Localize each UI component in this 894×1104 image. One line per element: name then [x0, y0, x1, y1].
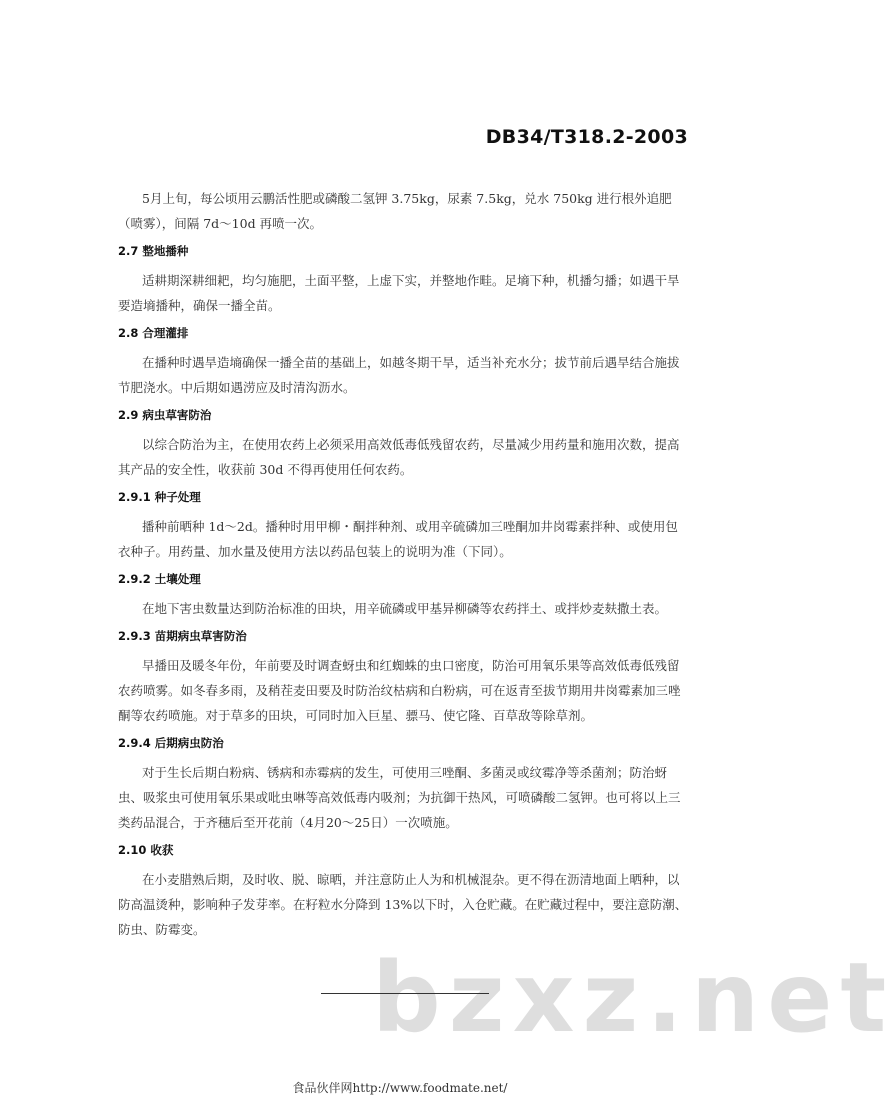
section-heading: [118, 406, 690, 424]
section-2-9-1: [118, 488, 690, 564]
section-2-7: [118, 242, 690, 318]
section-title: 苗期病虫草害防治: [154, 629, 247, 643]
intro-paragraph: 5月上旬，每公顷用云鹏活性肥或磷酸二氢钾 3.75kg，尿素 7.5kg，兑水 750kg 进行根外追肥（喷雾），间隔 7d～10d 再喷一次。: [118, 191, 672, 231]
section-2-9-4: [118, 734, 690, 835]
section-text: 早播田及暖冬年份，年前要及时调查蚜虫和红蜘蛛的虫口密度，防治可用氧乐果等高效低毒低残留农药喷雾。如冬春多雨，及稍茬麦田要及时防治纹枯病和白粉病，可在返青至拔节期用井岗霉素加三唑酮等农药喷施。对于草多的田块，可同时加入巨星、骠马、使它隆、百草敌等除草剂。: [118, 658, 681, 723]
section-number: 2.9.1: [118, 490, 151, 504]
section-heading: [118, 627, 690, 645]
section-2-9-2: [118, 570, 690, 621]
section-number: 2.10: [118, 843, 147, 857]
section-2-9: [118, 406, 690, 482]
section-title: 收获: [150, 843, 174, 857]
section-heading: [118, 242, 690, 260]
section-text: 播种前晒种 1d～2d。播种时用甲柳・酮拌种剂、或用辛硫磷加三唑酮加井岗霉素拌种、或使用包衣种子。用药量、加水量及使用方法以药品包装上的说明为准（下同）。: [118, 519, 678, 559]
section-text: 在播种时遇旱造墒确保一播全苗的基础上，如越冬期干旱，适当补充水分；拔节前后遇旱结合施拔节肥浇水。中后期如遇涝应及时清沟沥水。: [118, 355, 680, 395]
footer-source: 食品伙伴网http://www.foodmate.net/: [292, 1081, 508, 1095]
section-text: 在小麦腊熟后期，及时收、脱、晾晒，并注意防止人为和机械混杂。更不得在沥清地面上晒种，以防高温烫种，影响种子发芽率。在籽粒水分降到 13%以下时，入仓贮藏。在贮藏过程中，要注意防潮、防虫、防霉变。: [118, 872, 688, 937]
section-heading: [118, 488, 690, 506]
section-number: 2.8: [118, 326, 139, 340]
section-number: 2.9.2: [118, 572, 151, 586]
section-heading: [118, 841, 690, 859]
section-number: 2.7: [118, 244, 139, 258]
section-number: 2.9: [118, 408, 139, 422]
section-2-9-3: [118, 627, 690, 728]
document-code: DB34/T318.2-2003: [485, 126, 688, 148]
section-text: 对于生长后期白粉病、锈病和赤霉病的发生，可使用三唑酮、多菌灵或纹霉净等杀菌剂；防治蚜虫、吸浆虫可使用氧乐果或吡虫啉等高效低毒内吸剂；为抗御干热风，可喷磷酸二氢钾。也可将以上三类药品混合，于齐穗后至开花前（4月20～25日）一次喷施。: [118, 765, 681, 830]
section-title: 种子处理: [154, 490, 201, 504]
section-title: 整地播种: [142, 244, 189, 258]
section-title: 后期病虫防治: [154, 736, 224, 750]
section-text: 以综合防治为主，在使用农药上必须采用高效低毒低残留农药，尽量减少用药量和施用次数，提高其产品的安全性，收获前 30d 不得再使用任何农药。: [118, 437, 680, 477]
section-heading: [118, 570, 690, 588]
document-body: [118, 186, 690, 948]
section-number: 2.9.4: [118, 736, 151, 750]
section-title: 病虫草害防治: [142, 408, 212, 422]
watermark: bzxz.net: [372, 942, 894, 1054]
end-rule: [321, 993, 489, 994]
section-2-10: [118, 841, 690, 942]
section-title: 合理灌排: [142, 326, 189, 340]
section-2-8: [118, 324, 690, 400]
section-text: 在地下害虫数量达到防治标准的田块，用辛硫磷或甲基异柳磷等农药拌土、或拌炒麦麸撒土表。: [142, 601, 668, 616]
section-heading: [118, 734, 690, 752]
section-text: 适耕期深耕细耙，均匀施肥，土面平整，上虚下实，并整地作畦。足墒下种，机播匀播；如遇干旱要造墒播种，确保一播全苗。: [118, 273, 680, 313]
section-heading: [118, 324, 690, 342]
section-number: 2.9.3: [118, 629, 151, 643]
section-title: 土壤处理: [154, 572, 201, 586]
